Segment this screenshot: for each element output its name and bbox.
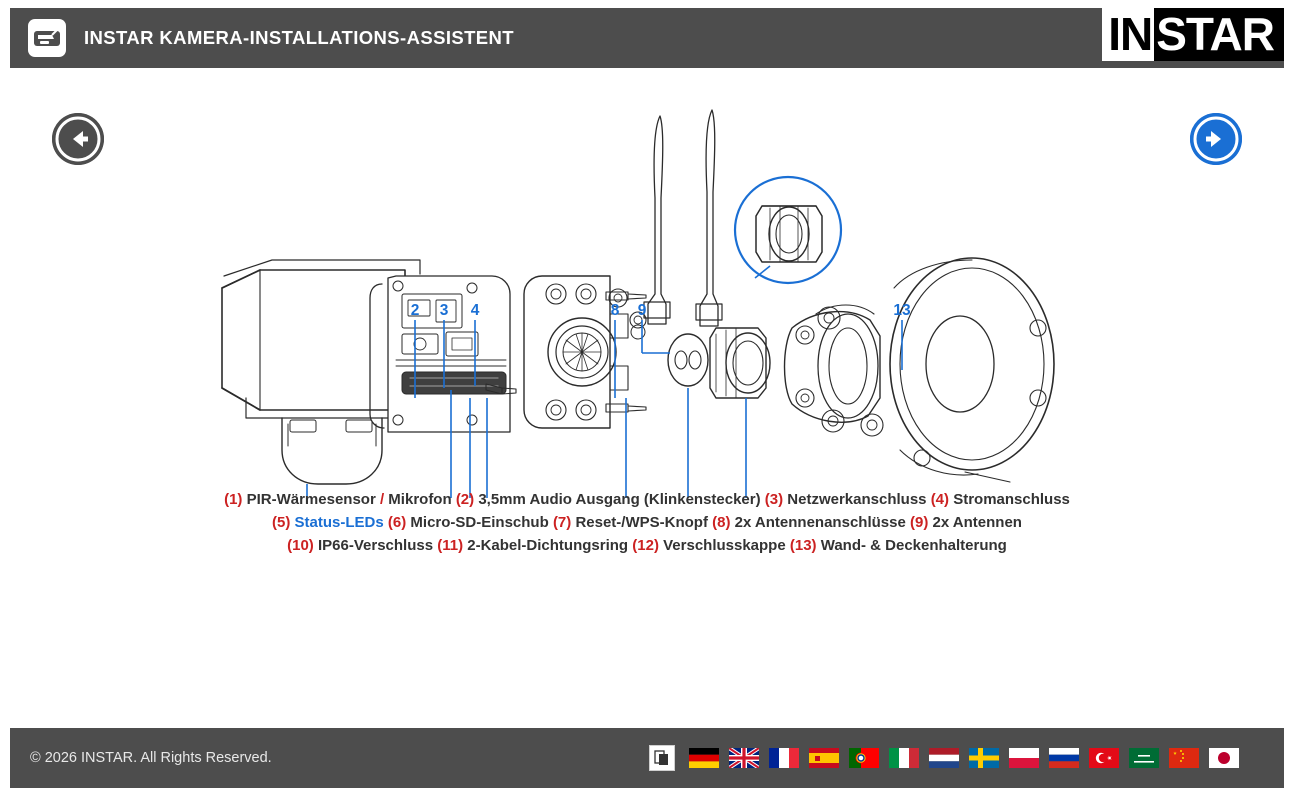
svg-text:8: 8	[610, 302, 620, 319]
legend-line-2	[10, 511, 1284, 534]
legend-number: (11)	[437, 537, 464, 554]
legend-number: (6)	[387, 514, 407, 531]
legend-number: (10)	[287, 537, 314, 554]
legend-number: (8)	[712, 514, 731, 531]
legend-number: (13)	[789, 537, 817, 554]
legend-text: 3,5mm Audio Ausgang (Klinkenstecker)	[474, 491, 765, 508]
svg-text:4: 4	[470, 302, 480, 319]
china-flag[interactable]	[1169, 748, 1199, 768]
page-title: INSTAR KAMERA-INSTALLATIONS-ASSISTENT	[84, 27, 515, 48]
svg-text:2: 2	[410, 302, 420, 319]
legend-number: (5)	[272, 514, 291, 531]
legend-text: Wand- & Deckenhalterung	[816, 537, 1007, 554]
legend-number: (3)	[764, 491, 784, 508]
legend-text: Micro-SD-Einschub	[406, 514, 553, 531]
germany-flag[interactable]	[689, 748, 719, 768]
brand-logo-star: STAR	[1154, 8, 1284, 61]
app-footer	[10, 728, 1284, 788]
camera-exploded-diagram	[10, 98, 1284, 498]
legend-number: (2)	[455, 491, 475, 508]
france-flag[interactable]	[769, 748, 799, 768]
document-copy-icon[interactable]	[649, 745, 675, 771]
sweden-flag[interactable]	[969, 748, 999, 768]
brand-logo-in: IN	[1102, 8, 1154, 61]
netherlands-flag[interactable]	[929, 748, 959, 768]
legend-text: Mikrofon	[384, 491, 456, 508]
legend-text: Reset-/WPS-Knopf	[571, 514, 713, 531]
app-header	[10, 8, 1284, 68]
japan-flag[interactable]	[1209, 748, 1239, 768]
instar-logo	[1102, 8, 1284, 61]
legend-text: 2x Antennenanschlüsse	[730, 514, 910, 531]
legend-number: (1)	[224, 491, 243, 508]
legend-text: Verschlusskappe	[658, 537, 790, 554]
legend-number: (12)	[632, 537, 659, 554]
legend-text: /	[379, 491, 385, 508]
legend-number: (9)	[909, 514, 929, 531]
legend-text: 2x Antennen	[928, 514, 1022, 531]
copyright-text: © 2026 INSTAR. All Rights Reserved.	[30, 750, 272, 766]
main-content	[10, 68, 1284, 728]
component-legend	[10, 488, 1284, 557]
legend-text: PIR-Wärmesensor	[242, 491, 380, 508]
poland-flag[interactable]	[1009, 748, 1039, 768]
russia-flag[interactable]	[1049, 748, 1079, 768]
legend-number: (4)	[930, 491, 950, 508]
legend-text: 2-Kabel-Dichtungsring	[463, 537, 633, 554]
turkey-flag[interactable]	[1089, 748, 1119, 768]
italy-flag[interactable]	[889, 748, 919, 768]
legend-text: IP66-Verschluss	[313, 537, 438, 554]
legend-line-3	[10, 534, 1284, 557]
camera-icon	[28, 19, 66, 57]
svg-text:13: 13	[893, 302, 911, 319]
svg-text:3: 3	[439, 302, 449, 319]
legend-line-1	[10, 488, 1284, 511]
united-kingdom-flag[interactable]	[729, 748, 759, 768]
legend-text: Stromanschluss	[949, 491, 1070, 508]
language-selector	[649, 745, 1239, 771]
saudi-arabia-flag[interactable]	[1129, 748, 1159, 768]
legend-number: (7)	[552, 514, 572, 531]
portugal-flag[interactable]	[849, 748, 879, 768]
legend-highlight: Status-LEDs	[294, 514, 384, 531]
svg-text:9: 9	[637, 302, 647, 319]
spain-flag[interactable]	[809, 748, 839, 768]
legend-text: Netzwerkanschluss	[783, 491, 931, 508]
